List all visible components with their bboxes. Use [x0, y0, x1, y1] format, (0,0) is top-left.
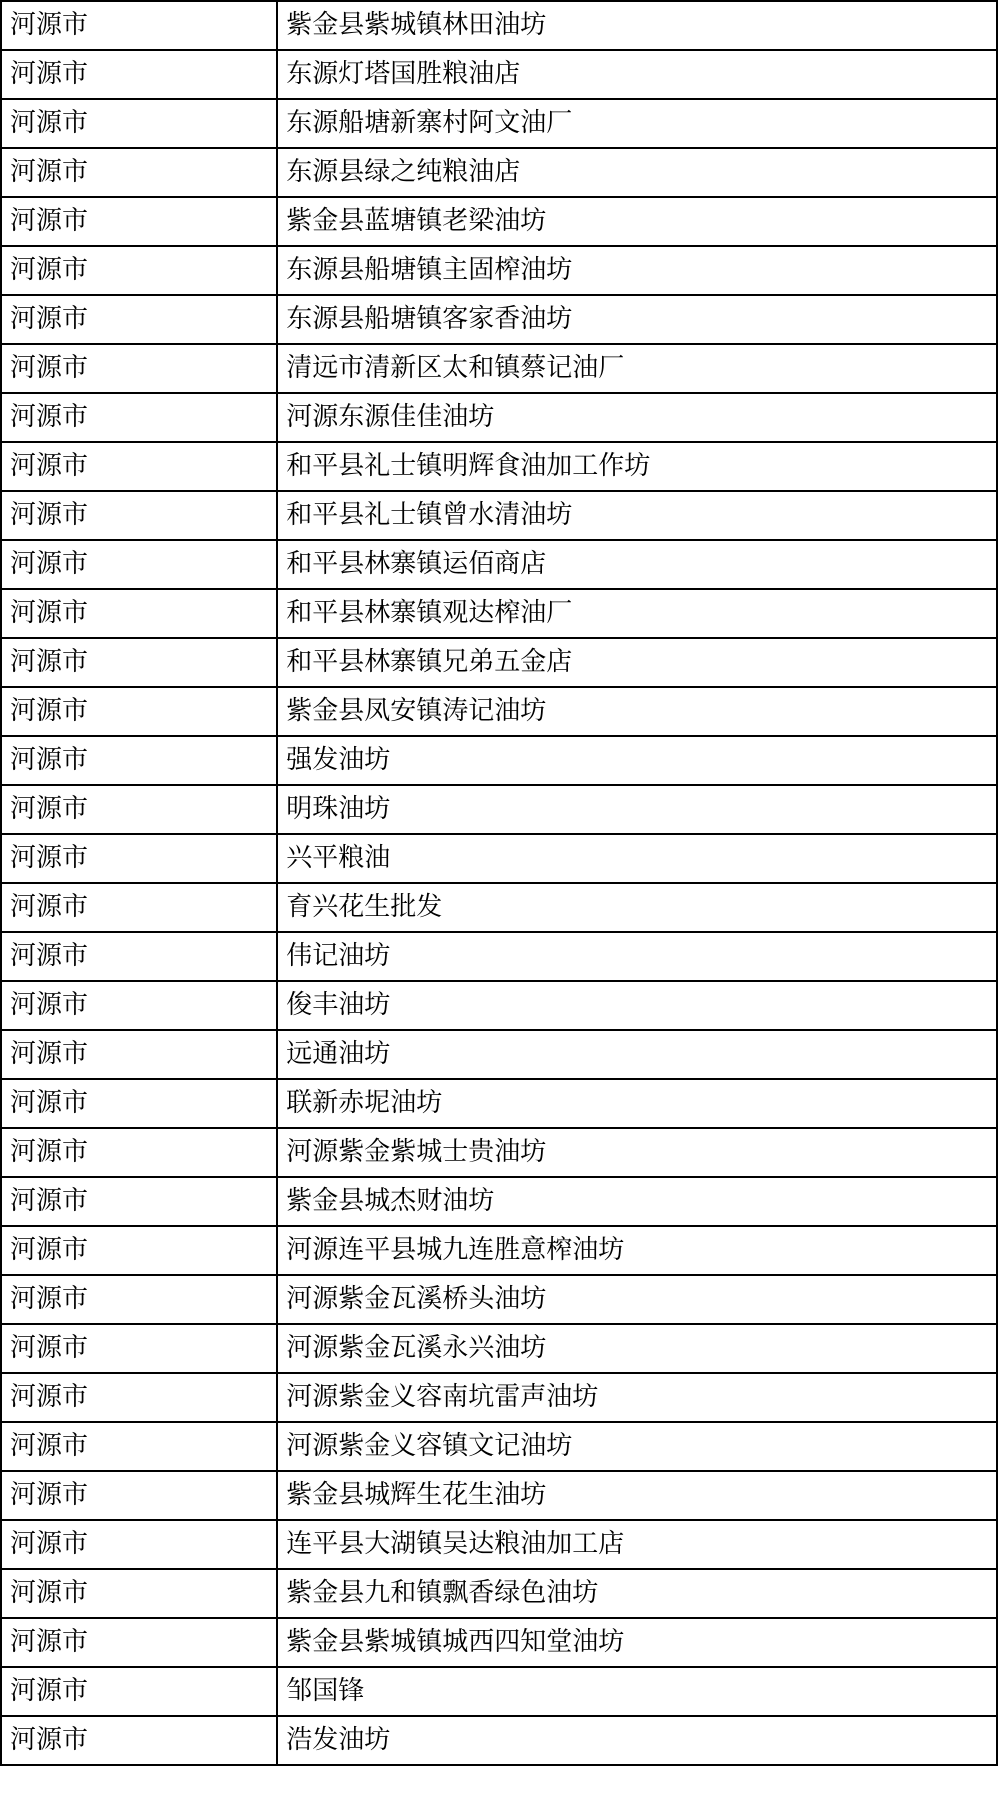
business-name-cell: 邹国锋: [277, 1667, 997, 1716]
table-row: [1, 589, 997, 638]
business-name-cell: 远通油坊: [277, 1030, 997, 1079]
table-row: [1, 1177, 997, 1226]
city-cell: 河源市: [1, 197, 277, 246]
city-cell: 河源市: [1, 1, 277, 50]
city-cell: 河源市: [1, 1128, 277, 1177]
table-row: [1, 687, 997, 736]
business-name-cell: 河源紫金义容镇文记油坊: [277, 1422, 997, 1471]
business-name-cell: 紫金县紫城镇林田油坊: [277, 1, 997, 50]
business-name-cell: 紫金县蓝塘镇老梁油坊: [277, 197, 997, 246]
business-name-cell: 河源紫金紫城士贵油坊: [277, 1128, 997, 1177]
table-row: [1, 1569, 997, 1618]
business-name-cell: 河源紫金瓦溪桥头油坊: [277, 1275, 997, 1324]
business-name-cell: 紫金县紫城镇城西四知堂油坊: [277, 1618, 997, 1667]
table-row: [1, 638, 997, 687]
business-name-cell: 俊丰油坊: [277, 981, 997, 1030]
city-cell: 河源市: [1, 295, 277, 344]
city-cell: 河源市: [1, 1520, 277, 1569]
table-row: [1, 197, 997, 246]
city-cell: 河源市: [1, 834, 277, 883]
business-name-cell: 紫金县九和镇飘香绿色油坊: [277, 1569, 997, 1618]
city-cell: 河源市: [1, 1275, 277, 1324]
business-name-cell: 连平县大湖镇吴达粮油加工店: [277, 1520, 997, 1569]
table-row: [1, 834, 997, 883]
business-name-cell: 联新赤坭油坊: [277, 1079, 997, 1128]
city-cell: 河源市: [1, 638, 277, 687]
city-cell: 河源市: [1, 589, 277, 638]
table-row: [1, 1520, 997, 1569]
city-cell: 河源市: [1, 1667, 277, 1716]
business-name-cell: 东源县绿之纯粮油店: [277, 148, 997, 197]
business-name-cell: 紫金县凤安镇涛记油坊: [277, 687, 997, 736]
table-row: [1, 1667, 997, 1716]
business-name-cell: 育兴花生批发: [277, 883, 997, 932]
table-row: [1, 1079, 997, 1128]
city-cell: 河源市: [1, 1471, 277, 1520]
table-row: [1, 1618, 997, 1667]
city-cell: 河源市: [1, 736, 277, 785]
table-row: [1, 981, 997, 1030]
city-cell: 河源市: [1, 442, 277, 491]
table-row: [1, 148, 997, 197]
table-row: [1, 1030, 997, 1079]
city-cell: 河源市: [1, 1226, 277, 1275]
business-name-cell: 紫金县城辉生花生油坊: [277, 1471, 997, 1520]
city-cell: 河源市: [1, 1569, 277, 1618]
business-name-cell: 和平县林寨镇观达榨油厂: [277, 589, 997, 638]
city-cell: 河源市: [1, 540, 277, 589]
business-name-cell: 强发油坊: [277, 736, 997, 785]
business-name-cell: 东源县船塘镇主固榨油坊: [277, 246, 997, 295]
city-cell: 河源市: [1, 393, 277, 442]
city-cell: 河源市: [1, 99, 277, 148]
table-row: [1, 1716, 997, 1765]
business-name-cell: 明珠油坊: [277, 785, 997, 834]
table-row: [1, 393, 997, 442]
business-name-cell: 东源县船塘镇客家香油坊: [277, 295, 997, 344]
city-cell: 河源市: [1, 785, 277, 834]
table-row: [1, 246, 997, 295]
table-row: [1, 1422, 997, 1471]
city-cell: 河源市: [1, 344, 277, 393]
table-row: [1, 1226, 997, 1275]
city-cell: 河源市: [1, 883, 277, 932]
table-row: [1, 50, 997, 99]
city-cell: 河源市: [1, 1618, 277, 1667]
business-name-cell: 和平县林寨镇兄弟五金店: [277, 638, 997, 687]
table-row: [1, 1373, 997, 1422]
city-cell: 河源市: [1, 1373, 277, 1422]
business-name-cell: 河源连平县城九连胜意榨油坊: [277, 1226, 997, 1275]
city-cell: 河源市: [1, 932, 277, 981]
table-row: [1, 442, 997, 491]
table-row: [1, 540, 997, 589]
business-name-cell: 河源紫金瓦溪永兴油坊: [277, 1324, 997, 1373]
city-cell: 河源市: [1, 1177, 277, 1226]
city-cell: 河源市: [1, 1079, 277, 1128]
business-name-cell: 东源船塘新寨村阿文油厂: [277, 99, 997, 148]
city-cell: 河源市: [1, 1716, 277, 1765]
table-row: [1, 736, 997, 785]
city-cell: 河源市: [1, 687, 277, 736]
city-cell: 河源市: [1, 1030, 277, 1079]
table-row: [1, 785, 997, 834]
table-row: [1, 1471, 997, 1520]
table-row: [1, 99, 997, 148]
table-row: [1, 1324, 997, 1373]
table-row: [1, 295, 997, 344]
business-name-cell: 和平县林寨镇运佰商店: [277, 540, 997, 589]
business-name-cell: 紫金县城杰财油坊: [277, 1177, 997, 1226]
business-name-cell: 浩发油坊: [277, 1716, 997, 1765]
city-cell: 河源市: [1, 1422, 277, 1471]
table-row: [1, 344, 997, 393]
business-name-cell: 伟记油坊: [277, 932, 997, 981]
table-body: [1, 1, 997, 1765]
business-name-cell: 河源东源佳佳油坊: [277, 393, 997, 442]
business-name-cell: 和平县礼士镇明辉食油加工作坊: [277, 442, 997, 491]
table-row: [1, 932, 997, 981]
table-row: [1, 883, 997, 932]
table-row: [1, 1, 997, 50]
business-name-cell: 东源灯塔国胜粮油店: [277, 50, 997, 99]
city-cell: 河源市: [1, 246, 277, 295]
city-cell: 河源市: [1, 981, 277, 1030]
table-row: [1, 1128, 997, 1177]
city-cell: 河源市: [1, 50, 277, 99]
business-name-cell: 兴平粮油: [277, 834, 997, 883]
business-name-cell: 清远市清新区太和镇蔡记油厂: [277, 344, 997, 393]
table-row: [1, 1275, 997, 1324]
city-cell: 河源市: [1, 1324, 277, 1373]
city-cell: 河源市: [1, 148, 277, 197]
city-cell: 河源市: [1, 491, 277, 540]
business-name-cell: 和平县礼士镇曾水清油坊: [277, 491, 997, 540]
business-name-cell: 河源紫金义容南坑雷声油坊: [277, 1373, 997, 1422]
table-row: [1, 491, 997, 540]
